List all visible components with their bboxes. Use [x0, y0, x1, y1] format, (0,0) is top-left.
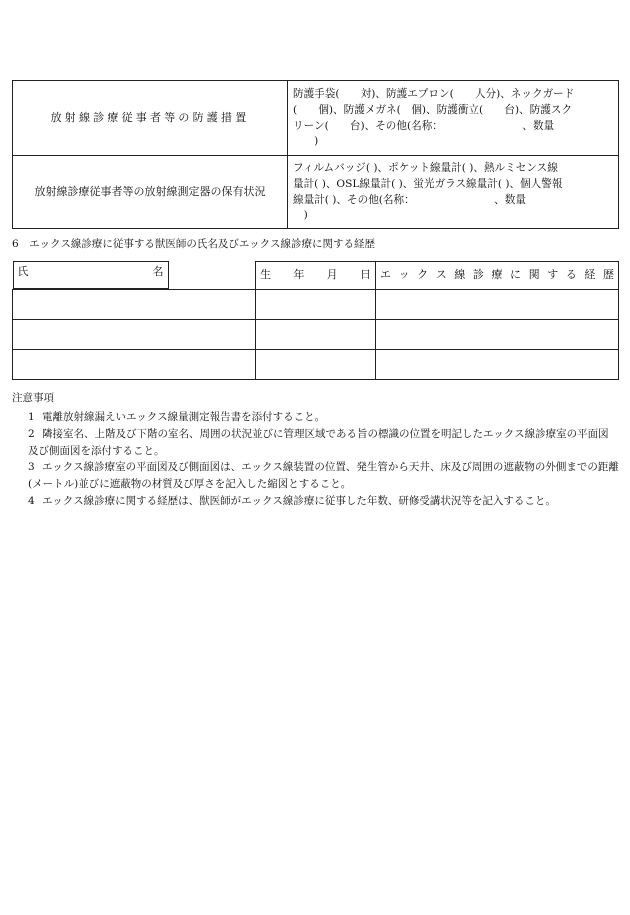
- protection-measures-line: 防護手袋( 対)、防護エプロン( 人分)、ネックガード: [293, 87, 575, 100]
- birthdate-header-char: 年: [293, 268, 305, 282]
- dosimeter-line: フィルムバッジ( )、ポケット線量計( )、熱ルミセンス線: [293, 161, 558, 174]
- note-number: 1: [28, 411, 35, 424]
- history-header-char: ク: [417, 268, 429, 282]
- history-cell[interactable]: [376, 350, 619, 380]
- notes-section: [12, 390, 619, 510]
- note-item: [12, 426, 619, 460]
- protection-measures-line: リーン( 台)、その他(名称： 、数量: [293, 119, 555, 132]
- history-header-char: 線: [454, 268, 466, 282]
- protection-table: [12, 80, 619, 229]
- form-page: [12, 80, 619, 510]
- history-header-char: 歴: [602, 268, 614, 282]
- dosimeter-value: [288, 156, 619, 229]
- history-header-char: る: [565, 268, 577, 282]
- birthdate-header: [256, 261, 376, 290]
- name-cell[interactable]: [13, 350, 256, 380]
- note-text: 隣接室名、上階及び下階の室名、周囲の状況並びに管理区域である旨の標識の位置を明記したエックス線診療室の平面図及び側面図を添付すること。: [28, 427, 609, 457]
- name-header-char: 氏: [17, 265, 29, 279]
- table-row: [13, 350, 619, 380]
- note-item: [12, 493, 619, 510]
- history-header-char: に: [510, 268, 522, 282]
- note-number: 4: [28, 495, 35, 508]
- note-number: 2: [28, 427, 35, 440]
- history-cell[interactable]: [376, 290, 619, 320]
- note-item: [12, 409, 619, 426]
- history-header-char: 関: [528, 268, 540, 282]
- history-header-char: す: [547, 268, 559, 282]
- history-header-char: 経: [584, 268, 596, 282]
- dosimeter-label: 放射線診療従事者等の放射線測定器の保有状況: [13, 156, 288, 229]
- name-header-char: 名: [152, 265, 164, 279]
- history-cell[interactable]: [376, 320, 619, 350]
- dosimeter-row: [13, 156, 619, 229]
- history-header-char: 療: [491, 268, 503, 282]
- birthdate-cell[interactable]: [256, 320, 376, 350]
- history-header-char: 診: [472, 268, 484, 282]
- protection-measures-value: [288, 81, 619, 156]
- dosimeter-line: 線量計( )、その他(名称： 、数量: [293, 193, 526, 206]
- protection-measures-label: 放射線診療従事者等の防護措置: [13, 81, 288, 156]
- birthdate-header-char: 生: [260, 268, 271, 282]
- notes-title: 注意事項: [12, 392, 54, 405]
- section6-heading: 6 エックス線診療に従事する獣医師の氏名及びエックス線診療に関する経歴: [12, 238, 376, 250]
- note-item: [12, 459, 619, 493]
- dosimeter-line: 量計( )、OSL線量計( )、蛍光ガラス線量計( )、個人警報: [293, 177, 563, 190]
- history-header-char: ス: [435, 268, 447, 282]
- birthdate-header-char: 日: [359, 268, 371, 282]
- veterinarian-table-header: [13, 261, 619, 290]
- history-header-char: エ: [380, 268, 391, 282]
- protection-measures-line: ): [293, 135, 319, 148]
- note-text: エックス線診療室の平面図及び側面図は、エックス線装置の位置、発生管から天井、床及び周囲の遮蔽物の外側までの距離(メートル)並びに遮蔽物の材質及び厚さを記入した縮図とすること。: [28, 461, 619, 491]
- note-number: 3: [28, 461, 35, 474]
- note-text: 電離放射線漏えいエックス線量測定報告書を添付すること。: [42, 411, 326, 424]
- table-row: [13, 290, 619, 320]
- name-cell[interactable]: [13, 290, 256, 320]
- history-header: [376, 261, 619, 290]
- name-cell[interactable]: [13, 320, 256, 350]
- birthdate-cell[interactable]: [256, 350, 376, 380]
- protection-measures-line: ( 個)、防護メガネ( 個)、防護衝立( 台)、防護スク: [293, 103, 573, 116]
- dosimeter-line: ): [293, 209, 308, 222]
- veterinarian-table: [12, 261, 619, 381]
- birthdate-cell[interactable]: [256, 290, 376, 320]
- table-row: [13, 320, 619, 350]
- history-header-char: ッ: [398, 268, 410, 282]
- protection-measures-row: [13, 81, 619, 156]
- birthdate-header-char: 月: [326, 268, 338, 282]
- note-text: エックス線診療に関する経歴は、獣医師がエックス線診療に従事した年数、研修受講状況等を記入すること。: [42, 495, 556, 508]
- name-header: [13, 261, 169, 289]
